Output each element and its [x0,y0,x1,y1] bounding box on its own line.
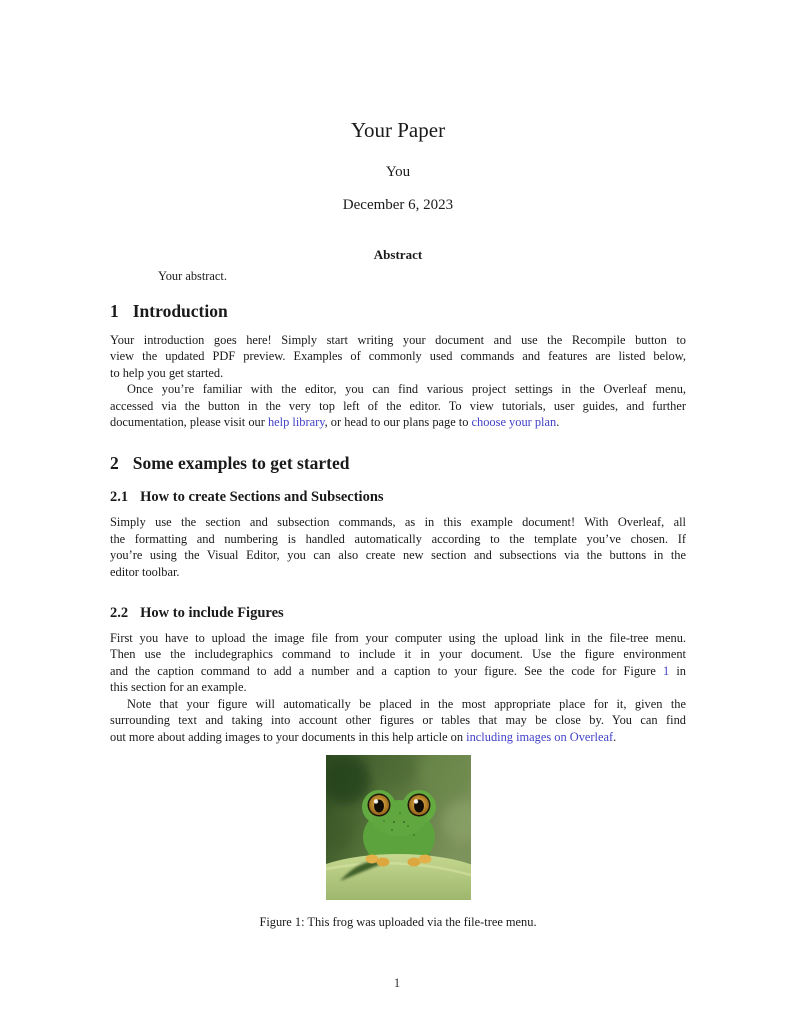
section-2-1-heading [110,488,686,506]
text-line: First you have to upload the image file from your computer using the upload link in the file-tree menu. [110,631,686,646]
paragraph [110,381,686,430]
page-number: 1 [393,976,401,990]
choose-your-plan-link[interactable]: choose your plan [471,415,557,430]
section-1-title: Introduction [132,301,228,321]
text-line: view the updated PDF preview. Examples of commonly used commands and features are listed below, [110,349,686,364]
text-run: and the caption command to add a number and a caption to your figure. See the code for Figure [110,663,663,678]
text-line: Then use the includegraphics command to include it in your document. Use the figure environment [110,647,686,662]
text-line: this section for an example. [110,680,247,695]
text-run: . [556,415,560,430]
text-line: to help you get started. [110,365,224,380]
text-line [110,729,686,745]
paper-author: You [385,164,411,180]
section-2-2-number: 2.2 [110,605,129,622]
section-2-number: 2 [110,453,119,474]
paper-title: Your Paper [350,118,446,142]
text-line: you’re using the Visual Editor, you can also create new section and subsections via the buttons in the [110,548,686,563]
section-2-heading [110,452,686,474]
paper-date: December 6, 2023 [342,197,454,213]
figure-1-caption: Figure 1: This frog was uploaded via the file-tree menu. [259,914,537,929]
text-line: Note that your figure will automatically be placed in the most appropriate place for it, given the [127,696,686,711]
section-2-2-title: How to include Figures [140,605,284,622]
frog-photo [326,755,471,900]
document-body [110,0,686,930]
text-run: , or head to our plans page to [324,415,472,430]
text-line: editor toolbar. [110,564,180,579]
paragraph [110,514,686,580]
including-images-on-overleaf-link[interactable]: including images on Overleaf [466,729,614,744]
text-line [110,663,686,679]
text-line: accessed via the button in the very top left of the editor. To view tutorials, user guides, and further [110,398,686,413]
section-2-1-title: How to create Sections and Subsections [140,489,384,506]
figure-1-ref-link[interactable]: 1 [663,663,670,678]
paragraph [110,332,686,381]
abstract-text: Your abstract. [158,269,227,283]
text-run: in [669,663,686,678]
section-2-1-number: 2.1 [110,489,129,506]
paragraph [110,696,686,745]
text-run: documentation, please visit our [110,415,268,430]
text-run: . [613,729,617,744]
abstract-heading: Abstract [373,247,423,262]
paragraph [110,630,686,696]
text-run: out more about adding images to your documents in this help article on [110,729,467,744]
text-line: Once you’re familiar with the editor, you can find various project settings in the Overleaf menu, [127,382,686,397]
text-line [110,414,686,430]
section-1-heading [110,300,686,322]
figure-1 [110,755,686,930]
text-line: Simply use the section and subsection commands, as in this example document! With Overleaf, all [110,515,686,530]
section-1-number: 1 [110,301,119,321]
section-2-title: Some examples to get started [132,453,350,474]
text-line: Your introduction goes here! Simply start writing your document and use the Recompile button to [110,333,686,347]
text-line: the formatting and numbering is handled automatically according to the template you’ve chosen. If [110,531,686,546]
help-library-link[interactable]: help library [267,415,325,430]
text-line: surrounding text and taking into account other figures or tables that may be close by. You can find [110,713,686,728]
section-2-2-heading [110,604,686,622]
